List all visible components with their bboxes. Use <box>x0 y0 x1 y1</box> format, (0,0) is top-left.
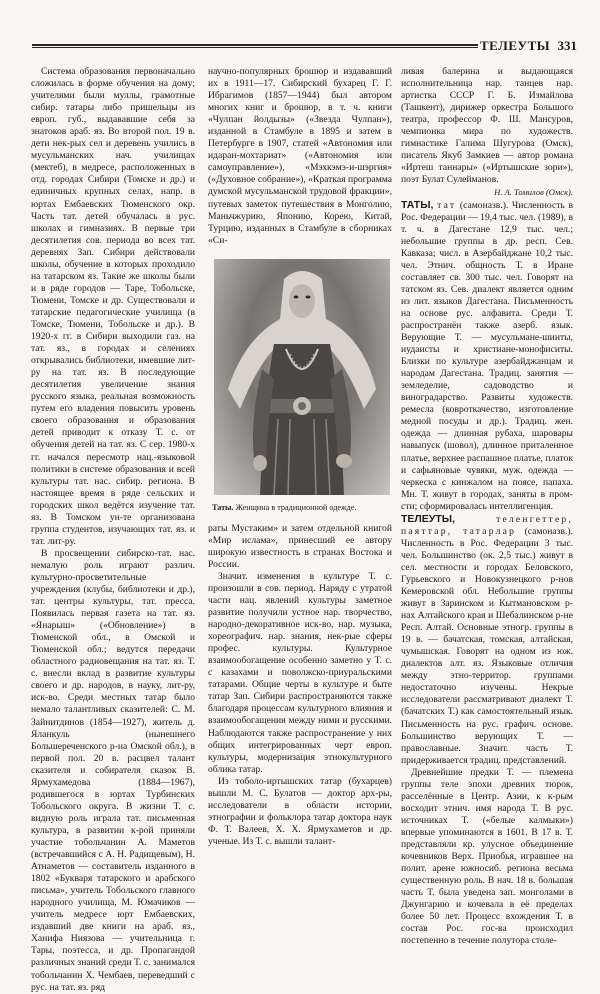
paragraph: Значит. изменения в культуре Т. с. произошли в сов. период. Наряду с утратой части нац. явлений культуры заметное развитие получили устное нар. творчество, народно-декоративное иск-во, нар. музыка, хореографич. нар. знания, нек-рые сферы профес. культуры. Культурное взаимообогащение особенно заметно у Т. с. с казахами и поволжско-приуральскими татарами. Общие черты в культуре и быте татар Зап. Сибири распространяются также благодаря процессам культурного влияния и взаимообогащения между ними и русскими. Наблюдаются также распространение у них общих интегрированных черт европ. культуры, модернизация этнокультурного облика татар. <box>208 570 392 775</box>
figure-photo-tat-woman <box>214 259 390 495</box>
entry-text: (самоназв.). Численность в Рос. Федерации — 19,4 тыс. чел. (1989), в т. ч. в Дагестане 12,9 тыс. чел.; небольшие группы в др. респ. Сев. Кавказа; числ. в Азербайджане 10,2 тыс. чел. Этнич. общность Т. в Иране составляет св. 300 тыс. чел. Говорят на татском яз. Сев. диалект является одним из лит. языков Дагестана. Письменность на основе рус. алфавита. Среди Т. распространён также азерб. язык. Верующие Т. — мусульмане-шииты, иудаисты и христиане-монофиситы. Близки по культуре азербайджанцам и народам Дагестана. Традиц. занятия — земледелие, садоводство и виноградарство. Развиты художеств. ремесла (ковроткачество, изготовление медной посуды и др.). Традиц. жен. одежда — длинная рубаха, шаровары навыпуск (шовол), длинное приталенное платье, верхнее распашное платье, платок и сафьяновые чувяки, муж. одежда — черкеска с кинжалом на поясе, папаха. Мн. Т. живут в городах, заняты в пром-сти; сформировалась интеллигенция. <box>401 199 573 512</box>
paragraph: научно-популярных брошюр и издававший их в 1911—17. Сибирский бухарец Г. Г. Ибрагимов (1857—1944) был автором многих книг и брошюр, в т. ч. книги «Чулпан йолдызы» («Звезда Чулпан»), изданной в Стамбуле в 1895 и затем в Петербурге в 1907, статей «Автономия или идаран-мохтариат» («Автономия или самоуправление»), «Мэхкэмэ-и-шэргия» («Духовное собрание»), «Краткая программа думской мусульманской трудовой фракции», путевых заметок путешествия в Монголию, Маньчжурию, Японию, Корею, Китай, Турцию, изданных в Стамбуле в сборниках «Си- <box>208 66 392 246</box>
author-signature: Н. А. Томилов (Омск). <box>494 187 573 198</box>
paragraph: В просвещении сибирско-тат. нас. немалую роль играют различ. культурно-просветительные учреждения (клубы, библиотеки и др.), тат. центры культуры, тат. пресса. Появилась первая газета на тат. яз. «Янарыш» («Обновление») в Тюменской обл., в Омской и Тюменской обл.; ведутся передачи областного радиовещания на тат. яз. Т. с. внесли вклад в развитие культуры своего и др. народов, в науку, лит-ру, иск-во. Среди местных татар было немало талантливых сказителей: С. М. Зайнитдинов (1854—1927), житель д. Яланкуль (нынешнего Большереченского р-на Омской обл.), в первой пол. 20 в. расцвел талант сказителя и собирателя сказок В. Ярмухамедова (1884—1967), родившегося в юртах Турбинских Тобольского округа. В жизни Т. с. видную роль играла тат. письменная культура, в развитии к-рой приняли участие тобольчанин А. Маметов (встречавшийся с А. Н. Радищевым), Н. Атнаметов — составитель изданного в 1802 «Букваря татарского и арабского письма», учитель Тобольского главного народного училища, М. Юмачиков — учитель медресе юрт Ембаевских, издавший две книги на араб. яз., Ханифа Ниязова — учительница г. Тары, поэтесса, и др. Пропагандой различных знаний среди Т. с. занимался тобольчанин Х. Чембаев, переведший с рус. на тат. яз. ряд <box>31 547 195 993</box>
caption-label: Таты. <box>212 502 234 512</box>
entry-term: ТЕЛЕУТЫ, <box>401 512 455 525</box>
paragraph: Из тоболо-иртышских татар (бухарцев) вышли М. С. Булатов — доктор арх-ры, исследователи в области истории, этнографии и фольклора татар доктора наук Ф. Т. Валеев, Х. Х. Ярмухаметов и др. ученые. Из Т. с. вышли талант- <box>208 775 392 847</box>
middle-column <box>208 66 392 848</box>
running-title: ТЕЛЕУТЫ <box>480 38 551 53</box>
caption-text: Женщина в традиционной одежде. <box>235 502 357 512</box>
woman-portrait-illustration <box>214 259 390 495</box>
entry-teleuty <box>401 513 573 767</box>
figure-caption <box>212 503 392 513</box>
right-column <box>401 66 573 947</box>
header-double-rule <box>32 44 478 48</box>
entry-self-names: теленгеттер, паяттар, татарлар <box>401 513 573 537</box>
paragraph: Древнейшие предки Т. — племена группы теле эпохи древних тюрок, расселённые в Центр. Азии, к к-рым восходит этнич. имя народа Т. В рус. источниках Т. («белые калмыки») впервые упоминаются в 1601. В 17 в. Т. представляли кр. улусное объединение кочевников Верх. Приобья, игравшее на полит. арене южносиб. региона весьма существенную роль. В нач. 18 в. большая часть Т. была уведена зап. монголами в Джунгарию и кочевала в её пределах более 50 лет. Процесс вхождения Т. в состав Рос. гос-ва происходил постепенно в течение полутора столе- <box>401 766 573 947</box>
left-column <box>31 66 195 994</box>
paragraph: ливая балерина и выдающаяся исполнительница нар. танцев нар. артистка СССР Г. Б. Измайлова (Ташкент), дирижер оркестра Большого театра, профессор Ф. Ш. Мансуров, чемпионка мира по художеств. гимнастике Галима Шугурова (Омск), писатель Якуб Замкиев — автор романа «Иртеш таннары» («Иртышские зори»), поэт Булат Сулейманов. <box>401 66 573 186</box>
entry-self-name: тат <box>437 199 457 211</box>
page-number: 331 <box>557 38 577 53</box>
paragraph: Система образования первоначально сложилась в форме обучения на дому; учителями были муллы, грамотные сибир. татары либо пришельцы из европ. губ., выдававшие себя за знатоков араб. яз. Во второй пол. 19 в. дети нек-рых сел и деревень учились в мусульманских нач. училищах (мектеб), в медресе, расположенных в отд. городах Сибири (Томске и др.) и единичных крупных селах, напр. в юртах Ембаевских Тюменского окр. Часть тат. детей обучалась в рус. школах и гимназиях. В первые три десятилетия сов. периода во всех тат. деревнях Зап. Сибири действовали школы, обучение в которых проходило на татарском яз. Такие же школы были и в ряде городов — Таре, Тобольске, Тюмени, Томске и др. Существовали и татарские педагогические училища (в Томске, Тюмени, Тобольске и др.). В 1920-х гг. в Сибири выходили газ. на тат. яз., в городах и селениях открывались библиотеки, имевшие лит-ру на тат. яз. В последующие десятилетия увеличение знания русского языка, реальная возможность путем его владения повысить уровень своего образования и образования детей приводит к отказу Т. с. от обучения детей на тат. яз. С сер. 1980-х гг. начался пересмотр нац.-языковой политики в системе образования и всей культуры тат. нас. сибир. региона. В настоящее время в ряде сельских и городских школ ведётся изучение тат. яз. В Томском ун-те организована группа студентов, изучающих тат. яз. и тат. лит-ру. <box>31 66 195 547</box>
paragraph: раты Мустаким» и затем отдельной книгой «Мир ислама», принесший ее автору широкую известность в странах Востока и России. <box>208 522 392 570</box>
entry-term: ТАТЫ, <box>401 198 434 211</box>
entry-taty <box>401 199 573 513</box>
running-header <box>32 38 577 54</box>
entry-text: (самоназв.). Численность в Рос. Федерации 3 тыс. чел. Большинство (ок. 2,5 тыс.) живут в сел. местности и городах Беловского, Гурьевского и Новокузнецкого р-нов Кемеровской обл. Небольшие группы живут в Заринском и Кытмановском р-нах Алтайского края и Шебалинском р-не Респ. Алтай. Основные этногр. группы в 19 в. — бачатская, томская, алтайская, чумышская. Говорят на одном из юж. диалектов алт. яз. Языковые отличия между этно-территор. группами недостаточно изучены. Некрые исследователи рассматривают диалект Т. (бачатских Т.) как самостоятельный язык. Письменность на рус. графич. основе. Большинство верующих Т. — православные. Значит. часть Т. придерживается традиц. представлений. <box>401 525 573 766</box>
